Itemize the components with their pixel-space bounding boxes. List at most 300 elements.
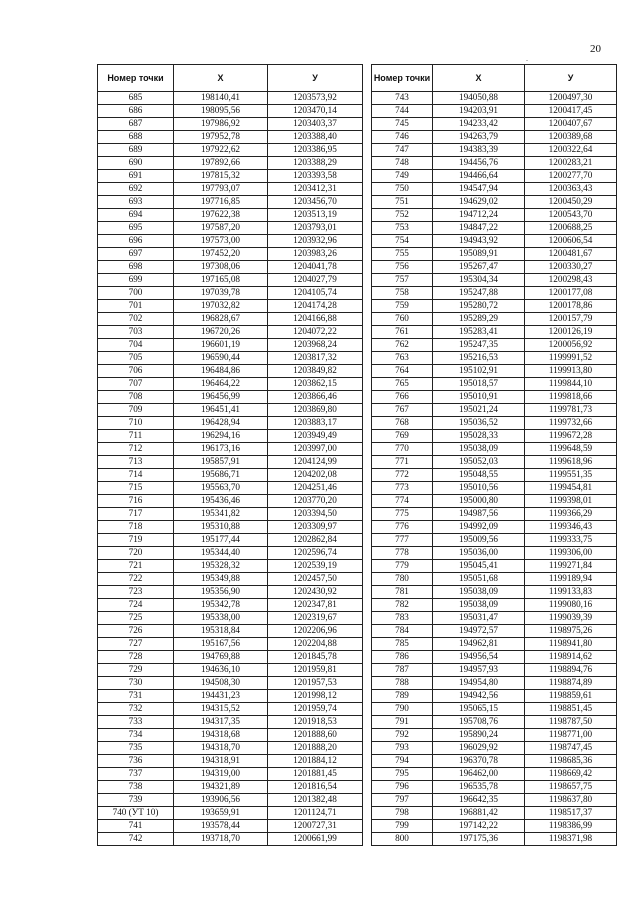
table-row xyxy=(98,781,363,794)
cell-point-number: 707 xyxy=(98,378,174,391)
cell-y: 1202206,96 xyxy=(268,625,363,638)
cell-point-number: 778 xyxy=(372,547,433,560)
cell-point-number: 703 xyxy=(98,326,174,339)
cell-x: 195021,24 xyxy=(433,404,525,417)
table-row xyxy=(98,118,363,131)
cell-x: 195089,91 xyxy=(433,248,525,261)
cell-x: 196601,19 xyxy=(174,339,268,352)
cell-y: 1203388,29 xyxy=(268,157,363,170)
cell-x: 194508,30 xyxy=(174,677,268,690)
cell-x: 197587,20 xyxy=(174,222,268,235)
table-row xyxy=(98,729,363,742)
cell-y: 1198517,37 xyxy=(525,807,617,820)
table-row xyxy=(372,742,617,755)
table-row xyxy=(372,378,617,391)
cell-y: 1200178,86 xyxy=(525,300,617,313)
cell-x: 194456,76 xyxy=(433,157,525,170)
cell-y: 1198859,61 xyxy=(525,690,617,703)
table-row xyxy=(372,690,617,703)
cell-y: 1204072,22 xyxy=(268,326,363,339)
cell-point-number: 797 xyxy=(372,794,433,807)
cell-point-number: 796 xyxy=(372,781,433,794)
cell-x: 195102,91 xyxy=(433,365,525,378)
cell-x: 194233,42 xyxy=(433,118,525,131)
cell-point-number: 782 xyxy=(372,599,433,612)
cell-x: 194318,70 xyxy=(174,742,268,755)
cell-y: 1203386,95 xyxy=(268,144,363,157)
cell-point-number: 740 (УТ 10) xyxy=(98,807,174,820)
table-row xyxy=(372,404,617,417)
table-row xyxy=(372,664,617,677)
table-row xyxy=(372,222,617,235)
cell-point-number: 738 xyxy=(98,781,174,794)
cell-point-number: 696 xyxy=(98,235,174,248)
table-row xyxy=(98,105,363,118)
table-row xyxy=(98,534,363,547)
table-row xyxy=(372,651,617,664)
cell-x: 196294,16 xyxy=(174,430,268,443)
table-row xyxy=(372,261,617,274)
cell-y: 1203770,20 xyxy=(268,495,363,508)
cell-point-number: 695 xyxy=(98,222,174,235)
cell-x: 194383,39 xyxy=(433,144,525,157)
table-row xyxy=(98,235,363,248)
cell-y: 1204251,46 xyxy=(268,482,363,495)
cell-x: 196456,99 xyxy=(174,391,268,404)
cell-y: 1202347,81 xyxy=(268,599,363,612)
cell-y: 1204202,08 xyxy=(268,469,363,482)
cell-y: 1199333,75 xyxy=(525,534,617,547)
cell-x: 195563,70 xyxy=(174,482,268,495)
cell-y: 1200727,31 xyxy=(268,820,363,833)
cell-point-number: 690 xyxy=(98,157,174,170)
cell-point-number: 783 xyxy=(372,612,433,625)
cell-y: 1199133,83 xyxy=(525,586,617,599)
cell-x: 196370,78 xyxy=(433,755,525,768)
cell-x: 195280,72 xyxy=(433,300,525,313)
cell-y: 1198894,76 xyxy=(525,664,617,677)
cell-x: 195036,00 xyxy=(433,547,525,560)
cell-x: 198095,56 xyxy=(174,105,268,118)
cell-x: 197032,82 xyxy=(174,300,268,313)
cell-y: 1201918,53 xyxy=(268,716,363,729)
cell-x: 195304,34 xyxy=(433,274,525,287)
table-row xyxy=(98,508,363,521)
cell-x: 194992,09 xyxy=(433,521,525,534)
table-row xyxy=(372,612,617,625)
cell-y: 1204166,88 xyxy=(268,313,363,326)
cell-x: 198140,41 xyxy=(174,92,268,105)
cell-y: 1199366,29 xyxy=(525,508,617,521)
table-row xyxy=(98,573,363,586)
cell-point-number: 731 xyxy=(98,690,174,703)
cell-point-number: 724 xyxy=(98,599,174,612)
cell-y: 1203849,82 xyxy=(268,365,363,378)
cell-y: 1200277,70 xyxy=(525,170,617,183)
table-row xyxy=(372,287,617,300)
cell-x: 197452,20 xyxy=(174,248,268,261)
cell-x: 197039,78 xyxy=(174,287,268,300)
cell-x: 195318,84 xyxy=(174,625,268,638)
cell-y: 1200497,30 xyxy=(525,92,617,105)
cell-y: 1198874,89 xyxy=(525,677,617,690)
cell-x: 196535,78 xyxy=(433,781,525,794)
cell-point-number: 739 xyxy=(98,794,174,807)
cell-x: 195038,09 xyxy=(433,443,525,456)
table-row xyxy=(372,443,617,456)
table-row xyxy=(98,820,363,833)
cell-y: 1199672,28 xyxy=(525,430,617,443)
table-row xyxy=(98,183,363,196)
cell-y: 1200407,67 xyxy=(525,118,617,131)
table-row xyxy=(372,144,617,157)
table-row xyxy=(98,768,363,781)
table-row xyxy=(98,274,363,287)
cell-point-number: 720 xyxy=(98,547,174,560)
cell-y: 1200688,25 xyxy=(525,222,617,235)
cell-x: 194956,54 xyxy=(433,651,525,664)
cell-x: 194319,00 xyxy=(174,768,268,781)
cell-y: 1200661,99 xyxy=(268,833,363,846)
table-row xyxy=(372,326,617,339)
cell-point-number: 780 xyxy=(372,573,433,586)
table-row xyxy=(98,833,363,846)
table-row xyxy=(98,599,363,612)
cell-y: 1199648,59 xyxy=(525,443,617,456)
cell-point-number: 705 xyxy=(98,352,174,365)
cell-point-number: 761 xyxy=(372,326,433,339)
cell-point-number: 784 xyxy=(372,625,433,638)
cell-point-number: 760 xyxy=(372,313,433,326)
cell-x: 194315,52 xyxy=(174,703,268,716)
cell-y: 1203573,92 xyxy=(268,92,363,105)
cell-y: 1199346,43 xyxy=(525,521,617,534)
table-row xyxy=(98,443,363,456)
cell-y: 1199080,16 xyxy=(525,599,617,612)
cell-point-number: 685 xyxy=(98,92,174,105)
cell-y: 1203513,19 xyxy=(268,209,363,222)
cell-point-number: 777 xyxy=(372,534,433,547)
cell-y: 1198914,62 xyxy=(525,651,617,664)
table-row xyxy=(372,274,617,287)
cell-point-number: 764 xyxy=(372,365,433,378)
cell-y: 1201124,71 xyxy=(268,807,363,820)
cell-point-number: 789 xyxy=(372,690,433,703)
cell-point-number: 756 xyxy=(372,261,433,274)
table-row xyxy=(372,508,617,521)
cell-point-number: 709 xyxy=(98,404,174,417)
table-row xyxy=(98,352,363,365)
table-row xyxy=(98,209,363,222)
cell-y: 1198851,45 xyxy=(525,703,617,716)
cell-point-number: 701 xyxy=(98,300,174,313)
coordinates-table-left xyxy=(97,64,363,846)
cell-point-number: 693 xyxy=(98,196,174,209)
cell-x: 197573,00 xyxy=(174,235,268,248)
cell-point-number: 757 xyxy=(372,274,433,287)
table-row xyxy=(98,807,363,820)
table-row xyxy=(98,417,363,430)
cell-point-number: 776 xyxy=(372,521,433,534)
cell-point-number: 737 xyxy=(98,768,174,781)
table-row xyxy=(98,248,363,261)
cell-y: 1198771,00 xyxy=(525,729,617,742)
table-row xyxy=(98,196,363,209)
table-row xyxy=(98,742,363,755)
cell-point-number: 749 xyxy=(372,170,433,183)
cell-point-number: 794 xyxy=(372,755,433,768)
table-row xyxy=(98,703,363,716)
page-number: 20 xyxy=(590,43,601,55)
cell-x: 197622,38 xyxy=(174,209,268,222)
cell-x: 194636,10 xyxy=(174,664,268,677)
cell-point-number: 716 xyxy=(98,495,174,508)
table-row xyxy=(372,430,617,443)
cell-point-number: 692 xyxy=(98,183,174,196)
table-row xyxy=(372,92,617,105)
table-row xyxy=(98,144,363,157)
table-row xyxy=(372,183,617,196)
cell-y: 1204124,99 xyxy=(268,456,363,469)
table-row xyxy=(98,157,363,170)
table-row xyxy=(372,807,617,820)
cell-x: 195216,53 xyxy=(433,352,525,365)
cell-x: 195341,82 xyxy=(174,508,268,521)
cell-y: 1200283,21 xyxy=(525,157,617,170)
table-row xyxy=(98,261,363,274)
cell-point-number: 723 xyxy=(98,586,174,599)
cell-point-number: 742 xyxy=(98,833,174,846)
cell-y: 1203869,80 xyxy=(268,404,363,417)
table-row xyxy=(372,521,617,534)
cell-point-number: 688 xyxy=(98,131,174,144)
cell-y: 1200157,79 xyxy=(525,313,617,326)
cell-point-number: 750 xyxy=(372,183,433,196)
cell-y: 1203793,01 xyxy=(268,222,363,235)
table-row xyxy=(372,482,617,495)
cell-point-number: 689 xyxy=(98,144,174,157)
cell-x: 194769,88 xyxy=(174,651,268,664)
cell-point-number: 793 xyxy=(372,742,433,755)
cell-y: 1204174,28 xyxy=(268,300,363,313)
cell-x: 194317,35 xyxy=(174,716,268,729)
table-row xyxy=(98,560,363,573)
cell-point-number: 748 xyxy=(372,157,433,170)
cell-x: 194712,24 xyxy=(433,209,525,222)
table-row xyxy=(98,365,363,378)
table-row xyxy=(98,664,363,677)
cell-x: 196881,42 xyxy=(433,807,525,820)
cell-y: 1202457,50 xyxy=(268,573,363,586)
page-marker: . xyxy=(526,54,528,63)
cell-point-number: 758 xyxy=(372,287,433,300)
table-row xyxy=(372,820,617,833)
cell-point-number: 768 xyxy=(372,417,433,430)
cell-x: 194466,64 xyxy=(433,170,525,183)
cell-x: 197175,36 xyxy=(433,833,525,846)
cell-y: 1200330,27 xyxy=(525,261,617,274)
cell-point-number: 800 xyxy=(372,833,433,846)
cell-point-number: 769 xyxy=(372,430,433,443)
table-row xyxy=(372,781,617,794)
table-row xyxy=(372,196,617,209)
cell-x: 196484,86 xyxy=(174,365,268,378)
table-row xyxy=(98,625,363,638)
cell-y: 1203866,46 xyxy=(268,391,363,404)
cell-x: 195177,44 xyxy=(174,534,268,547)
cell-x: 195247,35 xyxy=(433,339,525,352)
table-row xyxy=(98,469,363,482)
cell-x: 195436,46 xyxy=(174,495,268,508)
cell-x: 195052,03 xyxy=(433,456,525,469)
cell-y: 1199818,66 xyxy=(525,391,617,404)
cell-y: 1198371,98 xyxy=(525,833,617,846)
cell-y: 1203883,17 xyxy=(268,417,363,430)
cell-x: 195283,41 xyxy=(433,326,525,339)
cell-point-number: 772 xyxy=(372,469,433,482)
table-row xyxy=(98,326,363,339)
cell-point-number: 699 xyxy=(98,274,174,287)
cell-x: 195342,78 xyxy=(174,599,268,612)
cell-y: 1200481,67 xyxy=(525,248,617,261)
table-row xyxy=(98,430,363,443)
cell-y: 1198787,50 xyxy=(525,716,617,729)
header-point-number: Номер точки xyxy=(372,65,433,92)
cell-x: 195045,41 xyxy=(433,560,525,573)
cell-point-number: 719 xyxy=(98,534,174,547)
cell-x: 196828,67 xyxy=(174,313,268,326)
cell-point-number: 774 xyxy=(372,495,433,508)
cell-point-number: 763 xyxy=(372,352,433,365)
cell-x: 194321,89 xyxy=(174,781,268,794)
cell-point-number: 792 xyxy=(372,729,433,742)
cell-point-number: 733 xyxy=(98,716,174,729)
table-row xyxy=(372,547,617,560)
cell-y: 1201959,81 xyxy=(268,664,363,677)
cell-point-number: 714 xyxy=(98,469,174,482)
cell-x: 193906,56 xyxy=(174,794,268,807)
table-row xyxy=(372,573,617,586)
cell-y: 1198637,80 xyxy=(525,794,617,807)
cell-x: 196590,44 xyxy=(174,352,268,365)
cell-point-number: 747 xyxy=(372,144,433,157)
cell-y: 1201957,53 xyxy=(268,677,363,690)
cell-point-number: 697 xyxy=(98,248,174,261)
table-row xyxy=(372,235,617,248)
cell-y: 1200417,45 xyxy=(525,105,617,118)
cell-point-number: 759 xyxy=(372,300,433,313)
cell-point-number: 753 xyxy=(372,222,433,235)
table-row xyxy=(372,352,617,365)
cell-y: 1199991,52 xyxy=(525,352,617,365)
cell-x: 195344,40 xyxy=(174,547,268,560)
table-row xyxy=(372,703,617,716)
cell-x: 195857,91 xyxy=(174,456,268,469)
cell-point-number: 732 xyxy=(98,703,174,716)
cell-point-number: 729 xyxy=(98,664,174,677)
table-row xyxy=(372,755,617,768)
table-row xyxy=(372,170,617,183)
cell-x: 195038,09 xyxy=(433,599,525,612)
cell-y: 1198941,80 xyxy=(525,638,617,651)
cell-y: 1200363,43 xyxy=(525,183,617,196)
cell-x: 194203,91 xyxy=(433,105,525,118)
cell-x: 196428,94 xyxy=(174,417,268,430)
cell-x: 197892,66 xyxy=(174,157,268,170)
table-row xyxy=(372,300,617,313)
cell-x: 193578,44 xyxy=(174,820,268,833)
header-y: У xyxy=(525,65,617,92)
cell-y: 1199913,80 xyxy=(525,365,617,378)
cell-x: 196462,00 xyxy=(433,768,525,781)
cell-x: 195065,15 xyxy=(433,703,525,716)
cell-x: 195167,56 xyxy=(174,638,268,651)
cell-y: 1200543,70 xyxy=(525,209,617,222)
table-row xyxy=(372,391,617,404)
cell-y: 1199306,00 xyxy=(525,547,617,560)
cell-point-number: 767 xyxy=(372,404,433,417)
cell-x: 197142,22 xyxy=(433,820,525,833)
cell-y: 1204041,78 xyxy=(268,261,363,274)
cell-x: 195708,76 xyxy=(433,716,525,729)
cell-x: 194318,91 xyxy=(174,755,268,768)
table-row xyxy=(98,300,363,313)
cell-y: 1203862,15 xyxy=(268,378,363,391)
cell-point-number: 791 xyxy=(372,716,433,729)
table-row xyxy=(98,313,363,326)
cell-y: 1198386,99 xyxy=(525,820,617,833)
cell-point-number: 790 xyxy=(372,703,433,716)
cell-y: 1200606,54 xyxy=(525,235,617,248)
cell-y: 1201884,12 xyxy=(268,755,363,768)
cell-point-number: 718 xyxy=(98,521,174,534)
cell-x: 195686,71 xyxy=(174,469,268,482)
cell-point-number: 704 xyxy=(98,339,174,352)
cell-y: 1198657,75 xyxy=(525,781,617,794)
cell-point-number: 711 xyxy=(98,430,174,443)
table-row xyxy=(98,378,363,391)
cell-x: 196720,26 xyxy=(174,326,268,339)
cell-point-number: 712 xyxy=(98,443,174,456)
cell-x: 194050,88 xyxy=(433,92,525,105)
cell-point-number: 726 xyxy=(98,625,174,638)
table-row xyxy=(98,495,363,508)
cell-point-number: 741 xyxy=(98,820,174,833)
cell-y: 1203393,58 xyxy=(268,170,363,183)
cell-y: 1200322,64 xyxy=(525,144,617,157)
cell-x: 194629,02 xyxy=(433,196,525,209)
cell-x: 196029,92 xyxy=(433,742,525,755)
table-header-row xyxy=(372,65,617,92)
table-row xyxy=(372,131,617,144)
table-row xyxy=(372,560,617,573)
cell-point-number: 795 xyxy=(372,768,433,781)
table-row xyxy=(372,638,617,651)
header-y: У xyxy=(268,65,363,92)
table-row xyxy=(98,547,363,560)
table-row xyxy=(98,222,363,235)
cell-y: 1202862,84 xyxy=(268,534,363,547)
cell-y: 1199618,96 xyxy=(525,456,617,469)
cell-x: 193659,91 xyxy=(174,807,268,820)
table-row xyxy=(98,755,363,768)
table-row xyxy=(98,287,363,300)
cell-y: 1203949,49 xyxy=(268,430,363,443)
table-body-left xyxy=(98,92,363,846)
table-row xyxy=(372,313,617,326)
cell-x: 194547,94 xyxy=(433,183,525,196)
cell-x: 194987,56 xyxy=(433,508,525,521)
